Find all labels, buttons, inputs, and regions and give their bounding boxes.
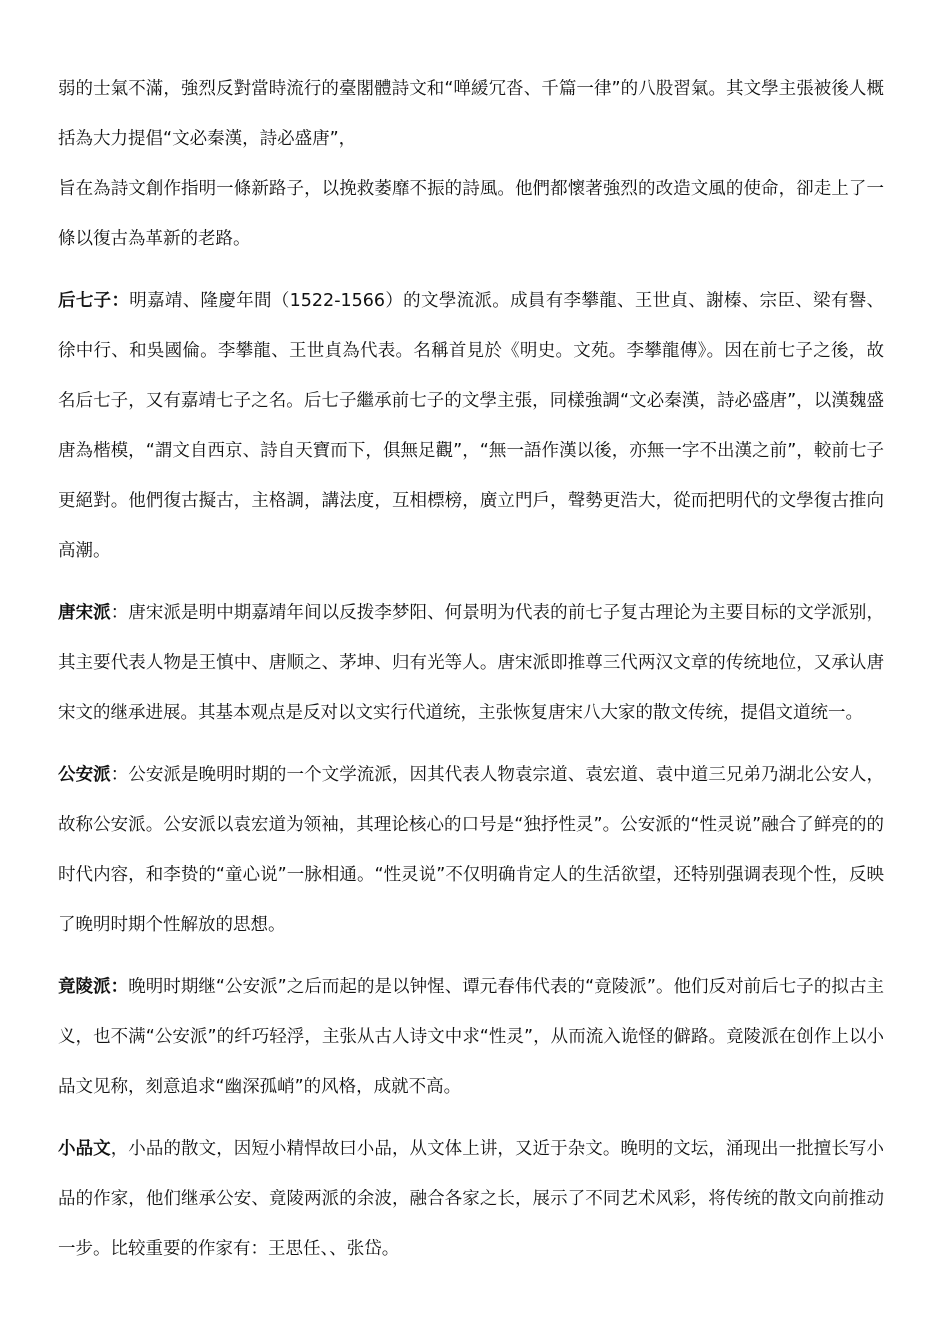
paragraph-text: 明嘉靖、隆慶年間（1522-1566）的文學流派。成員有李攀龍、王世貞、謝榛、宗臣、梁有譽、徐中行、和吳國倫。李攀龍、王世貞為代表。名稱首見於《明史。文苑。李攀龍傳》。因在前七子之後，故名后七子，又有嘉靖七子之名。后七子繼承前七子的文學主張，同樣強調“文必秦漢，詩必盛唐”，以漢魏盛唐為楷模，“謂文自西京、詩自天寶而下，俱無足觀”，“無一語作漢以後，亦無一字不出漢之前”，較前七子更絕對。他們復古擬古，主格調，講法度，互相標榜，廣立門戶，聲勢更浩大，從而把明代的文學復古推向高潮。 [58, 291, 884, 561]
paragraph-xiaopin-wen [58, 1124, 884, 1274]
paragraph-text: ：唐宋派是明中期嘉靖年间以反拨李梦阳、何景明为代表的前七子复古理论为主要目标的文学派别，其主要代表人物是王慎中、唐顺之、茅坤、归有光等人。唐宋派即推尊三代两汉文章的传统地位，又承认唐宋文的继承进展。其基本观点是反对以文实行代道统，主张恢复唐宋八大家的散文传统，提倡文道统一。 [58, 603, 885, 723]
paragraph-hou-qizi [58, 276, 884, 576]
paragraph-text: ，小品的散文，因短小精悍故曰小品，从文体上讲，又近于杂文。晚明的文坛，涌现出一批擅长写小品的作家，他们继承公安、竟陵两派的余波，融合各家之长，展示了不同艺术风彩，将传统的散文向前推动一步。比较重要的作家有：王思任、、张岱。 [58, 1139, 885, 1259]
paragraph-text: 旨在為詩文創作指明一條新路子，以挽救萎靡不振的詩風。他們都懷著強烈的改造文風的使命，卻走上了一條以復古為革新的老路。 [58, 179, 884, 249]
term-heading: 后七子： [58, 291, 130, 311]
paragraph-text: 晚明时期继“公安派”之后而起的是以钟惺、谭元春伟代表的“竟陵派”。他们反对前后七子的拟古主义，也不满“公安派”的纤巧轻浮，主张从古人诗文中求“性灵”，从而流入诡怪的僻路。竟陵派在创作上以小品文见称，刻意追求“幽深孤峭”的风格，成就不高。 [58, 977, 884, 1097]
term-heading: 小品文 [58, 1139, 111, 1159]
paragraph-tangsong-pai [58, 588, 884, 738]
term-heading: 公安派 [58, 765, 111, 785]
paragraph-intro-continuation [58, 64, 884, 164]
term-heading: 唐宋派 [58, 603, 111, 623]
document-page [58, 64, 884, 1286]
paragraph-gongan-pai [58, 750, 884, 950]
paragraph-text: ：公安派是晚明时期的一个文学流派，因其代表人物袁宗道、袁宏道、袁中道三兄弟乃湖北公安人，故称公安派。公安派以袁宏道为领袖，其理论核心的口号是“独抒性灵”。公安派的“性灵说”融合了鲜亮的的时代内容，和李贽的“童心说”一脉相通。“性灵说”不仅明确肯定人的生活欲望，还特别强调表现个性，反映了晚明时期个性解放的思想。 [58, 765, 885, 935]
paragraph-intro-aim [58, 164, 884, 264]
paragraph-jingling-pai [58, 962, 884, 1112]
term-heading: 竟陵派： [58, 977, 129, 997]
paragraph-text: 弱的士氣不滿，強烈反對當時流行的臺閣體詩文和“啴緩冗沓、千篇一律”的八股習氣。其文學主張被後人概括為大力提倡“文必秦漢，詩必盛唐”， [58, 79, 884, 149]
